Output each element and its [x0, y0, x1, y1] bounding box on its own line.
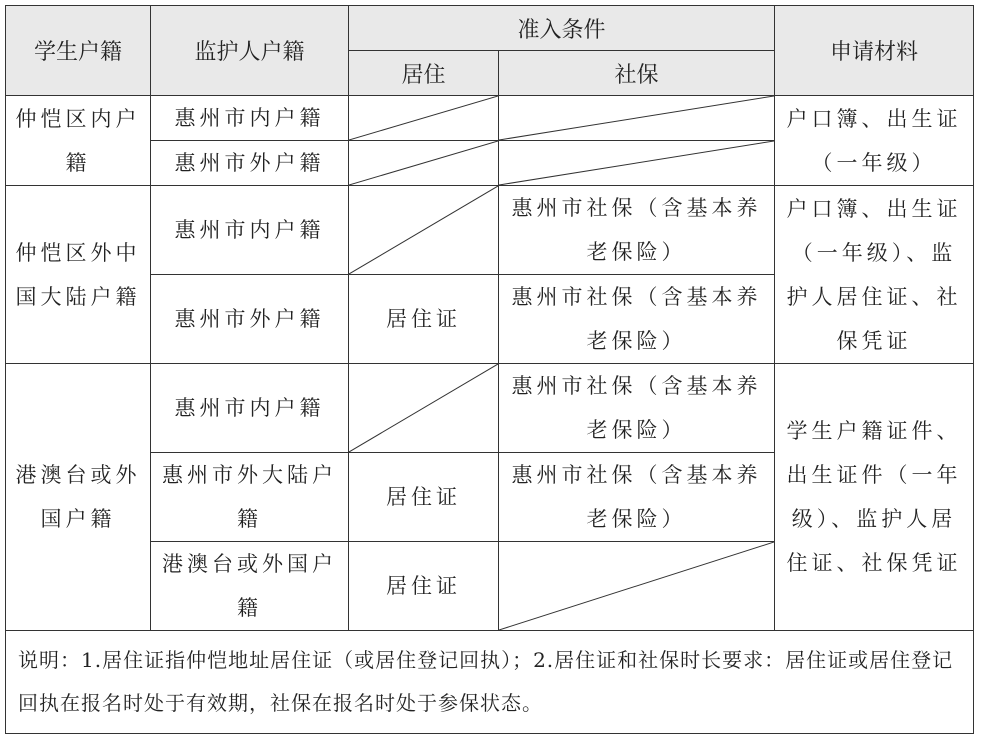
residence-cell: 居住证	[349, 453, 499, 542]
social-security-cell: 惠州市社保（含基本养老保险）	[499, 364, 775, 453]
table-row	[6, 96, 974, 141]
note-row	[6, 631, 974, 734]
empty-slash-cell	[499, 542, 775, 631]
admission-table-document	[5, 5, 1000, 713]
empty-slash-cell	[349, 96, 499, 141]
guardian-hukou-cell: 惠州市内户籍	[151, 96, 349, 141]
note-cell	[6, 631, 974, 734]
header-residence: 居住	[349, 51, 499, 96]
empty-slash-cell	[499, 96, 775, 141]
admission-requirements-table	[5, 5, 974, 734]
student-hukou-cell: 仲恺区外中国大陆户籍	[6, 186, 151, 364]
diagonal-slash	[349, 364, 498, 452]
diagonal-slash	[499, 141, 774, 185]
student-hukou-cell: 港澳台或外国户籍	[6, 364, 151, 631]
diagonal-slash	[349, 186, 498, 274]
guardian-hukou-cell: 惠州市外户籍	[151, 141, 349, 186]
empty-slash-cell	[499, 141, 775, 186]
residence-cell: 居住证	[349, 542, 499, 631]
student-hukou-cell: 仲恺区内户籍	[6, 96, 151, 186]
empty-slash-cell	[349, 364, 499, 453]
social-security-cell: 惠州市社保（含基本养老保险）	[499, 186, 775, 275]
guardian-hukou-cell: 惠州市外大陆户籍	[151, 453, 349, 542]
guardian-hukou-cell: 惠州市内户籍	[151, 364, 349, 453]
materials-cell: 户口簿、出生证（一年级）	[775, 96, 974, 186]
header-application-materials: 申请材料	[775, 6, 974, 96]
guardian-hukou-cell: 港澳台或外国户籍	[151, 542, 349, 631]
header-admission-conditions: 准入条件	[349, 6, 775, 51]
empty-slash-cell	[349, 186, 499, 275]
empty-slash-cell	[349, 141, 499, 186]
social-security-cell: 惠州市社保（含基本养老保险）	[499, 453, 775, 542]
diagonal-slash	[499, 96, 774, 140]
table-row	[6, 186, 974, 275]
header-social-security: 社保	[499, 51, 775, 96]
header-guardian-hukou: 监护人户籍	[151, 6, 349, 96]
guardian-hukou-cell: 惠州市外户籍	[151, 275, 349, 364]
diagonal-slash	[499, 542, 774, 630]
residence-cell: 居住证	[349, 275, 499, 364]
diagonal-slash	[349, 96, 498, 140]
diagonal-slash	[349, 141, 498, 185]
materials-cell: 学生户籍证件、出生证件（一年级）、监护人居住证、社保凭证	[775, 364, 974, 631]
guardian-hukou-cell: 惠州市内户籍	[151, 186, 349, 275]
social-security-cell: 惠州市社保（含基本养老保险）	[499, 275, 775, 364]
table-row	[6, 364, 974, 453]
header-row-1	[6, 6, 974, 51]
materials-cell: 户口簿、出生证（一年级）、监护人居住证、社保凭证	[775, 186, 974, 364]
note-text: 说明：1.居住证指仲恺地址居住证（或居住登记回执）；2.居住证和社保时长要求：居住证或居住登记回执在报名时处于有效期，社保在报名时处于参保状态。	[18, 648, 954, 715]
header-student-hukou: 学生户籍	[6, 6, 151, 96]
